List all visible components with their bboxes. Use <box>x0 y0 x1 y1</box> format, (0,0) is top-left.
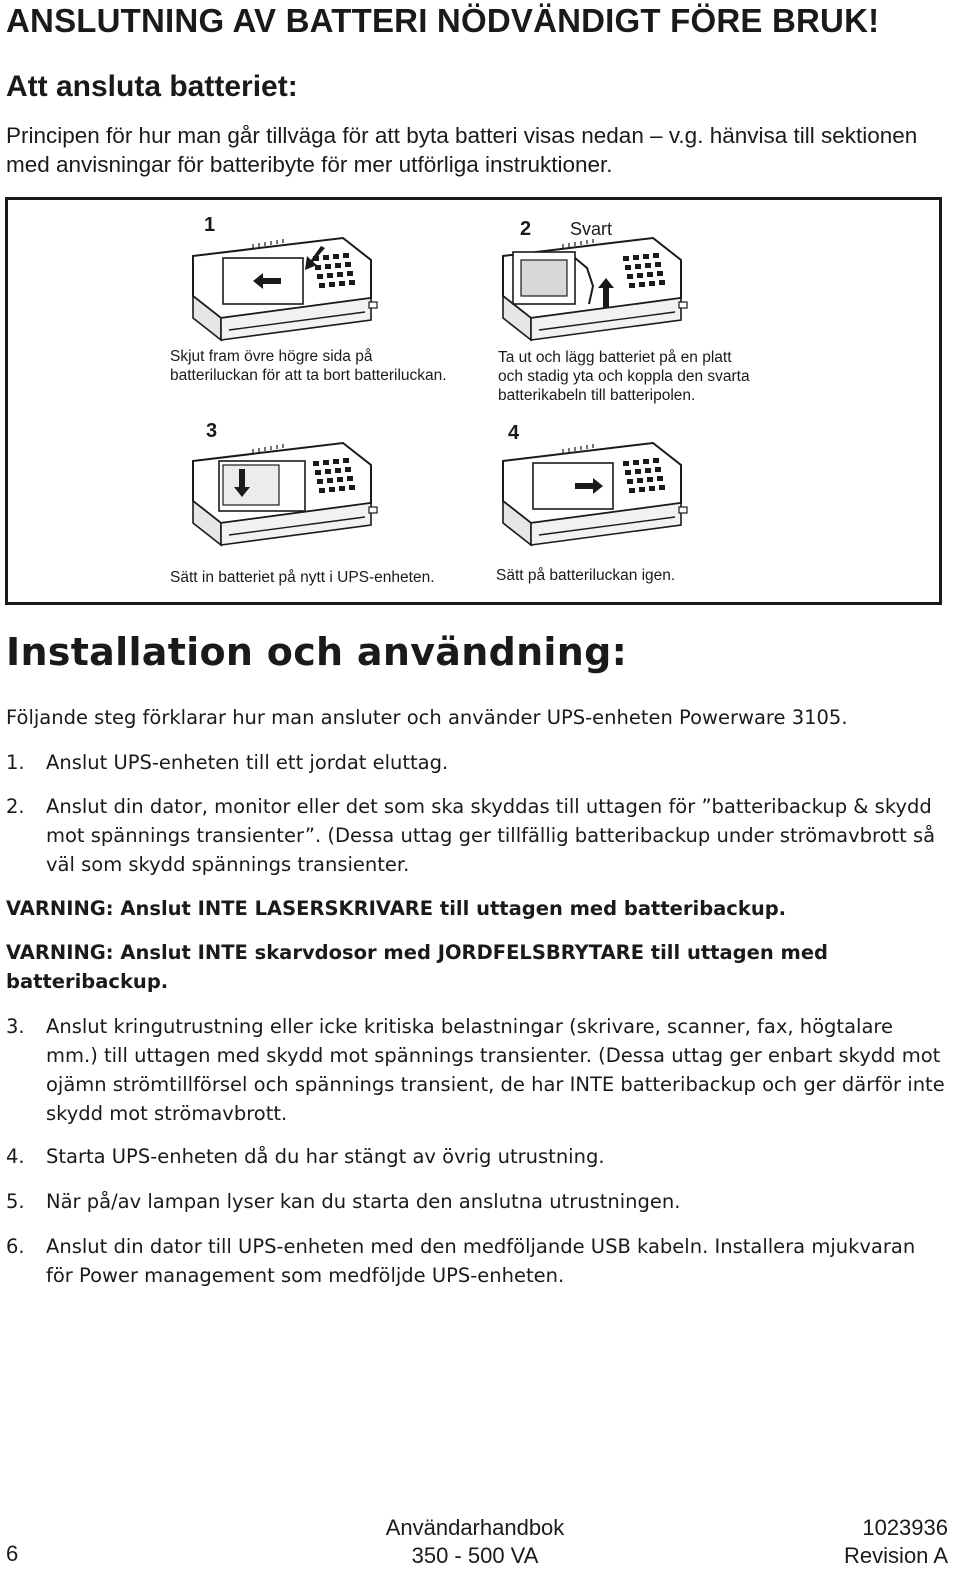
sub-title: Att ansluta batteriet: <box>6 70 298 103</box>
main-title: ANSLUTNING AV BATTERI NÖDVÄNDIGT FÖRE BRUK! <box>6 2 880 39</box>
list-item-number: 2. <box>6 795 25 818</box>
list-item-text: Anslut din dator, monitor eller det som ska skyddas till uttagen för ”batteribackup & skydd mot spännings transienter”. (Dessa uttag ger tillfällig batteribackup under strömavbrott så väl som skydd spännings transienter. <box>46 795 936 876</box>
section-title: Installation och användning: <box>6 630 628 674</box>
list-item-number: 3. <box>6 1015 25 1038</box>
step-1-caption: Skjut fram övre högre sida på batteriluckan för att ta bort batteriluckan. <box>170 348 447 384</box>
step-2-illustration <box>503 238 687 340</box>
page-number: 6 <box>6 1541 19 1566</box>
battery-diagram <box>5 197 942 605</box>
list-item-text: Anslut kringutrustning eller icke kritiska belastningar (skrivare, scanner, fax, högtalare mm.) till uttagen med skydd mot spännings transienter. (Dessa uttag ger enbart skydd mot ojämn strömtillförsel och spännings transient, de har INTE batteribackup och ger därför inte skydd mot strömavbrott. <box>46 1015 945 1125</box>
warning-laser-printer: VARNING: Anslut INTE LASERSKRIVARE till uttagen med batteribackup. <box>6 897 787 920</box>
installation-intro: Följande steg förklarar hur man ansluter och använder UPS-enheten Powerware 3105. <box>6 706 848 729</box>
list-item-number: 1. <box>6 751 25 774</box>
list-item-text: När på/av lampan lyser kan du starta den anslutna utrustningen. <box>46 1190 681 1213</box>
footer-revision: Revision A <box>844 1543 948 1568</box>
step-3-caption: Sätt in batteriet på nytt i UPS-enheten. <box>170 569 435 586</box>
footer-doc-title: Användarhandbok <box>385 1515 565 1540</box>
list-item-text: Starta UPS-enheten då du har stängt av övrig utrustning. <box>46 1145 605 1168</box>
footer-doc-ref <box>780 1514 948 1570</box>
list-item-text: Anslut din dator till UPS-enheten med den medföljande USB kabeln. Installera mjukvaran för Power management som medföljde UPS-enheten. <box>46 1235 916 1287</box>
step-4-illustration <box>503 443 687 545</box>
step-4-caption: Sätt på batteriluckan igen. <box>496 567 676 584</box>
footer-doc-model: 350 - 500 VA <box>411 1543 539 1568</box>
step-2-number: 2 <box>520 218 532 240</box>
list-item-number: 6. <box>6 1235 25 1258</box>
step-2-label: Svart <box>570 219 613 239</box>
warning-ground-fault: VARNING: Anslut INTE skarvdosor med JORDFELSBRYTARE till uttagen med batteribackup. <box>6 941 829 993</box>
footer-doc-number: 1023936 <box>862 1515 948 1540</box>
step-3-number: 3 <box>206 420 218 442</box>
step-1-number: 1 <box>204 214 216 236</box>
step-3-illustration <box>193 443 377 545</box>
ups-illustrations <box>8 200 939 602</box>
list-item-text: Anslut UPS-enheten till ett jordat eluttag. <box>46 751 449 774</box>
intro-paragraph: Principen för hur man går tillväga för att byta batteri visas nedan – v.g. hänvisa till sektionen med anvisningar för batteribyte för mer utförliga instruktioner. <box>6 123 918 177</box>
list-item-number: 5. <box>6 1190 25 1213</box>
footer-doc-info <box>330 1514 620 1570</box>
step-1-illustration <box>193 238 377 340</box>
list-item-number: 4. <box>6 1145 25 1168</box>
step-2-caption: Ta ut och lägg batteriet på en platt och stadig yta och koppla den svarta batterikabeln till batteripolen. <box>498 349 750 404</box>
step-4-number: 4 <box>508 422 520 444</box>
